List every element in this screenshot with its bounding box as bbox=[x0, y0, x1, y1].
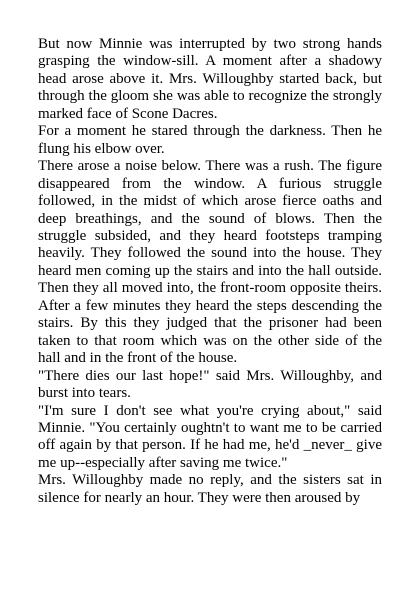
paragraph: But now Minnie was interrupted by two strong hands grasping the window-sill. A moment after a shadowy head arose above it. Mrs. Willoughby started back, but through the gloom she was able to recognize the strongly marked face of Scone Dacres. bbox=[38, 36, 382, 122]
paragraph: "I'm sure I don't see what you're crying about," said Minnie. "You certainly oughtn't to want me to be carried off again by that person. If he had me, he'd _never_ give me up--especially after saving me twice." bbox=[38, 402, 382, 471]
paragraph: For a moment he stared through the darkness. Then he flung his elbow over. bbox=[38, 123, 382, 157]
paragraph: There arose a noise below. There was a rush. The figure disappeared from the window. A furious struggle followed, in the midst of which arose fierce oaths and deep breathings, and the sound of blows. Then the struggle subsided, and they heard footsteps tramping heavily. They followed the sound into the house. They heard men coming up the stairs and into the hall outside. Then they all moved into, the front-room opposite theirs. After a few minutes they heard the steps descending the stairs. By this they judged that the prisoner had been taken to that room which was on the other side of the hall and in the front of the house. bbox=[38, 158, 382, 367]
paragraph: "There dies our last hope!" said Mrs. Willoughby, and burst into tears. bbox=[38, 367, 382, 402]
paragraph: Mrs. Willoughby made no reply, and the sisters sat in silence for nearly an hour. They were then aroused by bbox=[38, 472, 382, 506]
document-page bbox=[38, 36, 382, 507]
